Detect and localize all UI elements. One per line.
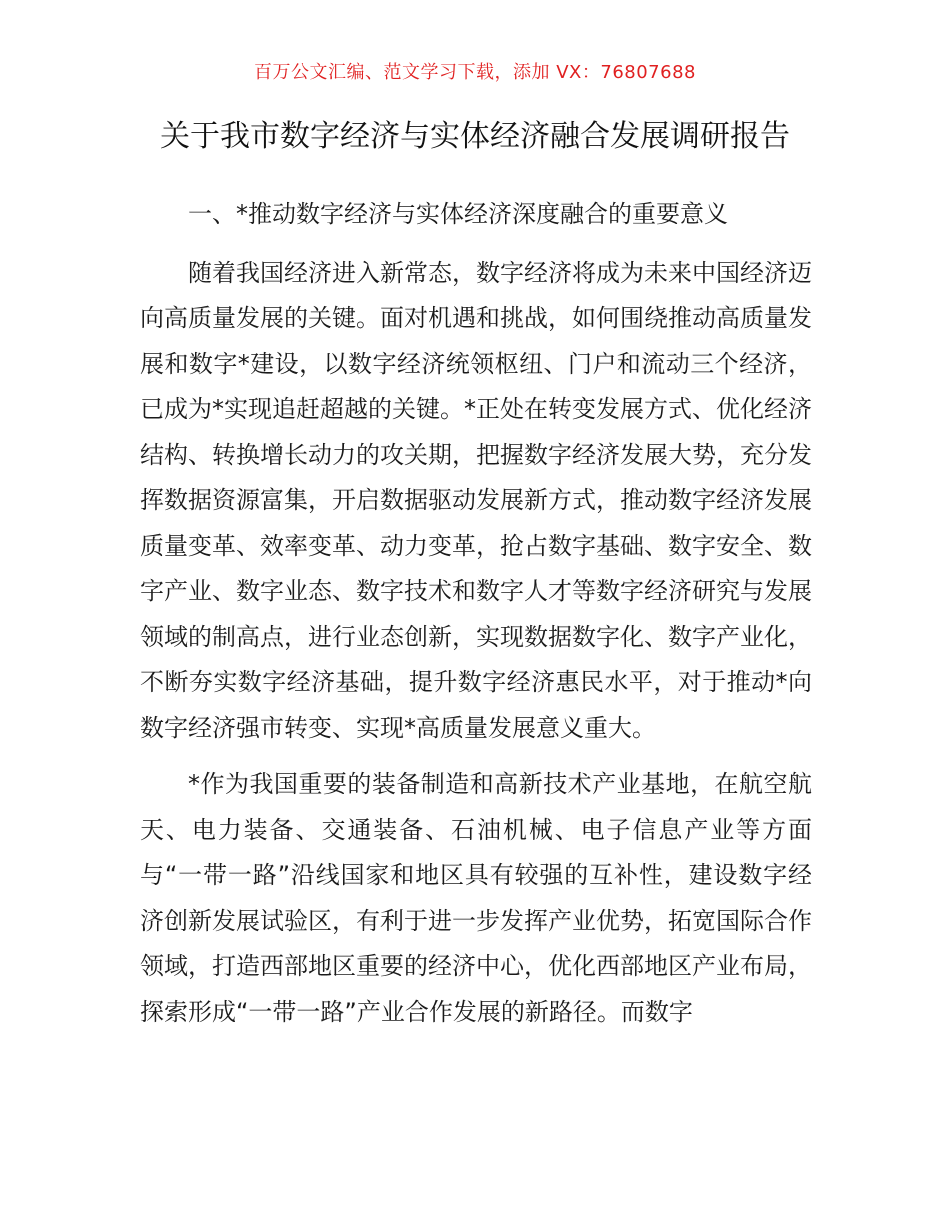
paragraph: 随着我国经济进入新常态，数字经济将成为未来中国经济迈向高质量发展的关键。面对机遇和挑战，如何围绕推动高质量发展和数字*建设，以数字经济统领枢纽、门户和流动三个经济，已成为*实现追赶超越的关键。*正处在转变发展方式、优化经济结构、转换增长动力的攻关期，把握数字经济发展大势，充分发挥数据资源富集，开启数据驱动发展新方式，推动数字经济发展质量变革、效率变革、动力变革，抢占数字基础、数字安全、数字产业、数字业态、数字技术和数字人才等数字经济研究与发展领域的制高点，进行业态创新，实现数据数字化、数字产业化，不断夯实数字经济基础，提升数字经济惠民水平，对于推动*向数字经济强市转变、实现*高质量发展意义重大。 (140, 258, 812, 742)
document-body (140, 192, 812, 1035)
paragraph: *作为我国重要的装备制造和高新技术产业基地，在航空航天、电力装备、交通装备、石油机械、电子信息产业等方面与“一带一路”沿线国家和地区具有较强的互补性，建设数字经济创新发展试验区，有利于进一步发挥产业优势，拓宽国际合作领域，打造西部地区重要的经济中心，优化西部地区产业布局，探索形成“一带一路”产业合作发展的新路径。而数字 (140, 770, 812, 1026)
section-heading: 一、*推动数字经济与实体经济深度融合的重要意义 (188, 200, 728, 228)
watermark-banner: 百万公文汇编、范文学习下载，添加 VX：76807688 (254, 62, 696, 83)
document-title: 关于我市数字经济与实体经济融合发展调研报告 (160, 119, 790, 154)
